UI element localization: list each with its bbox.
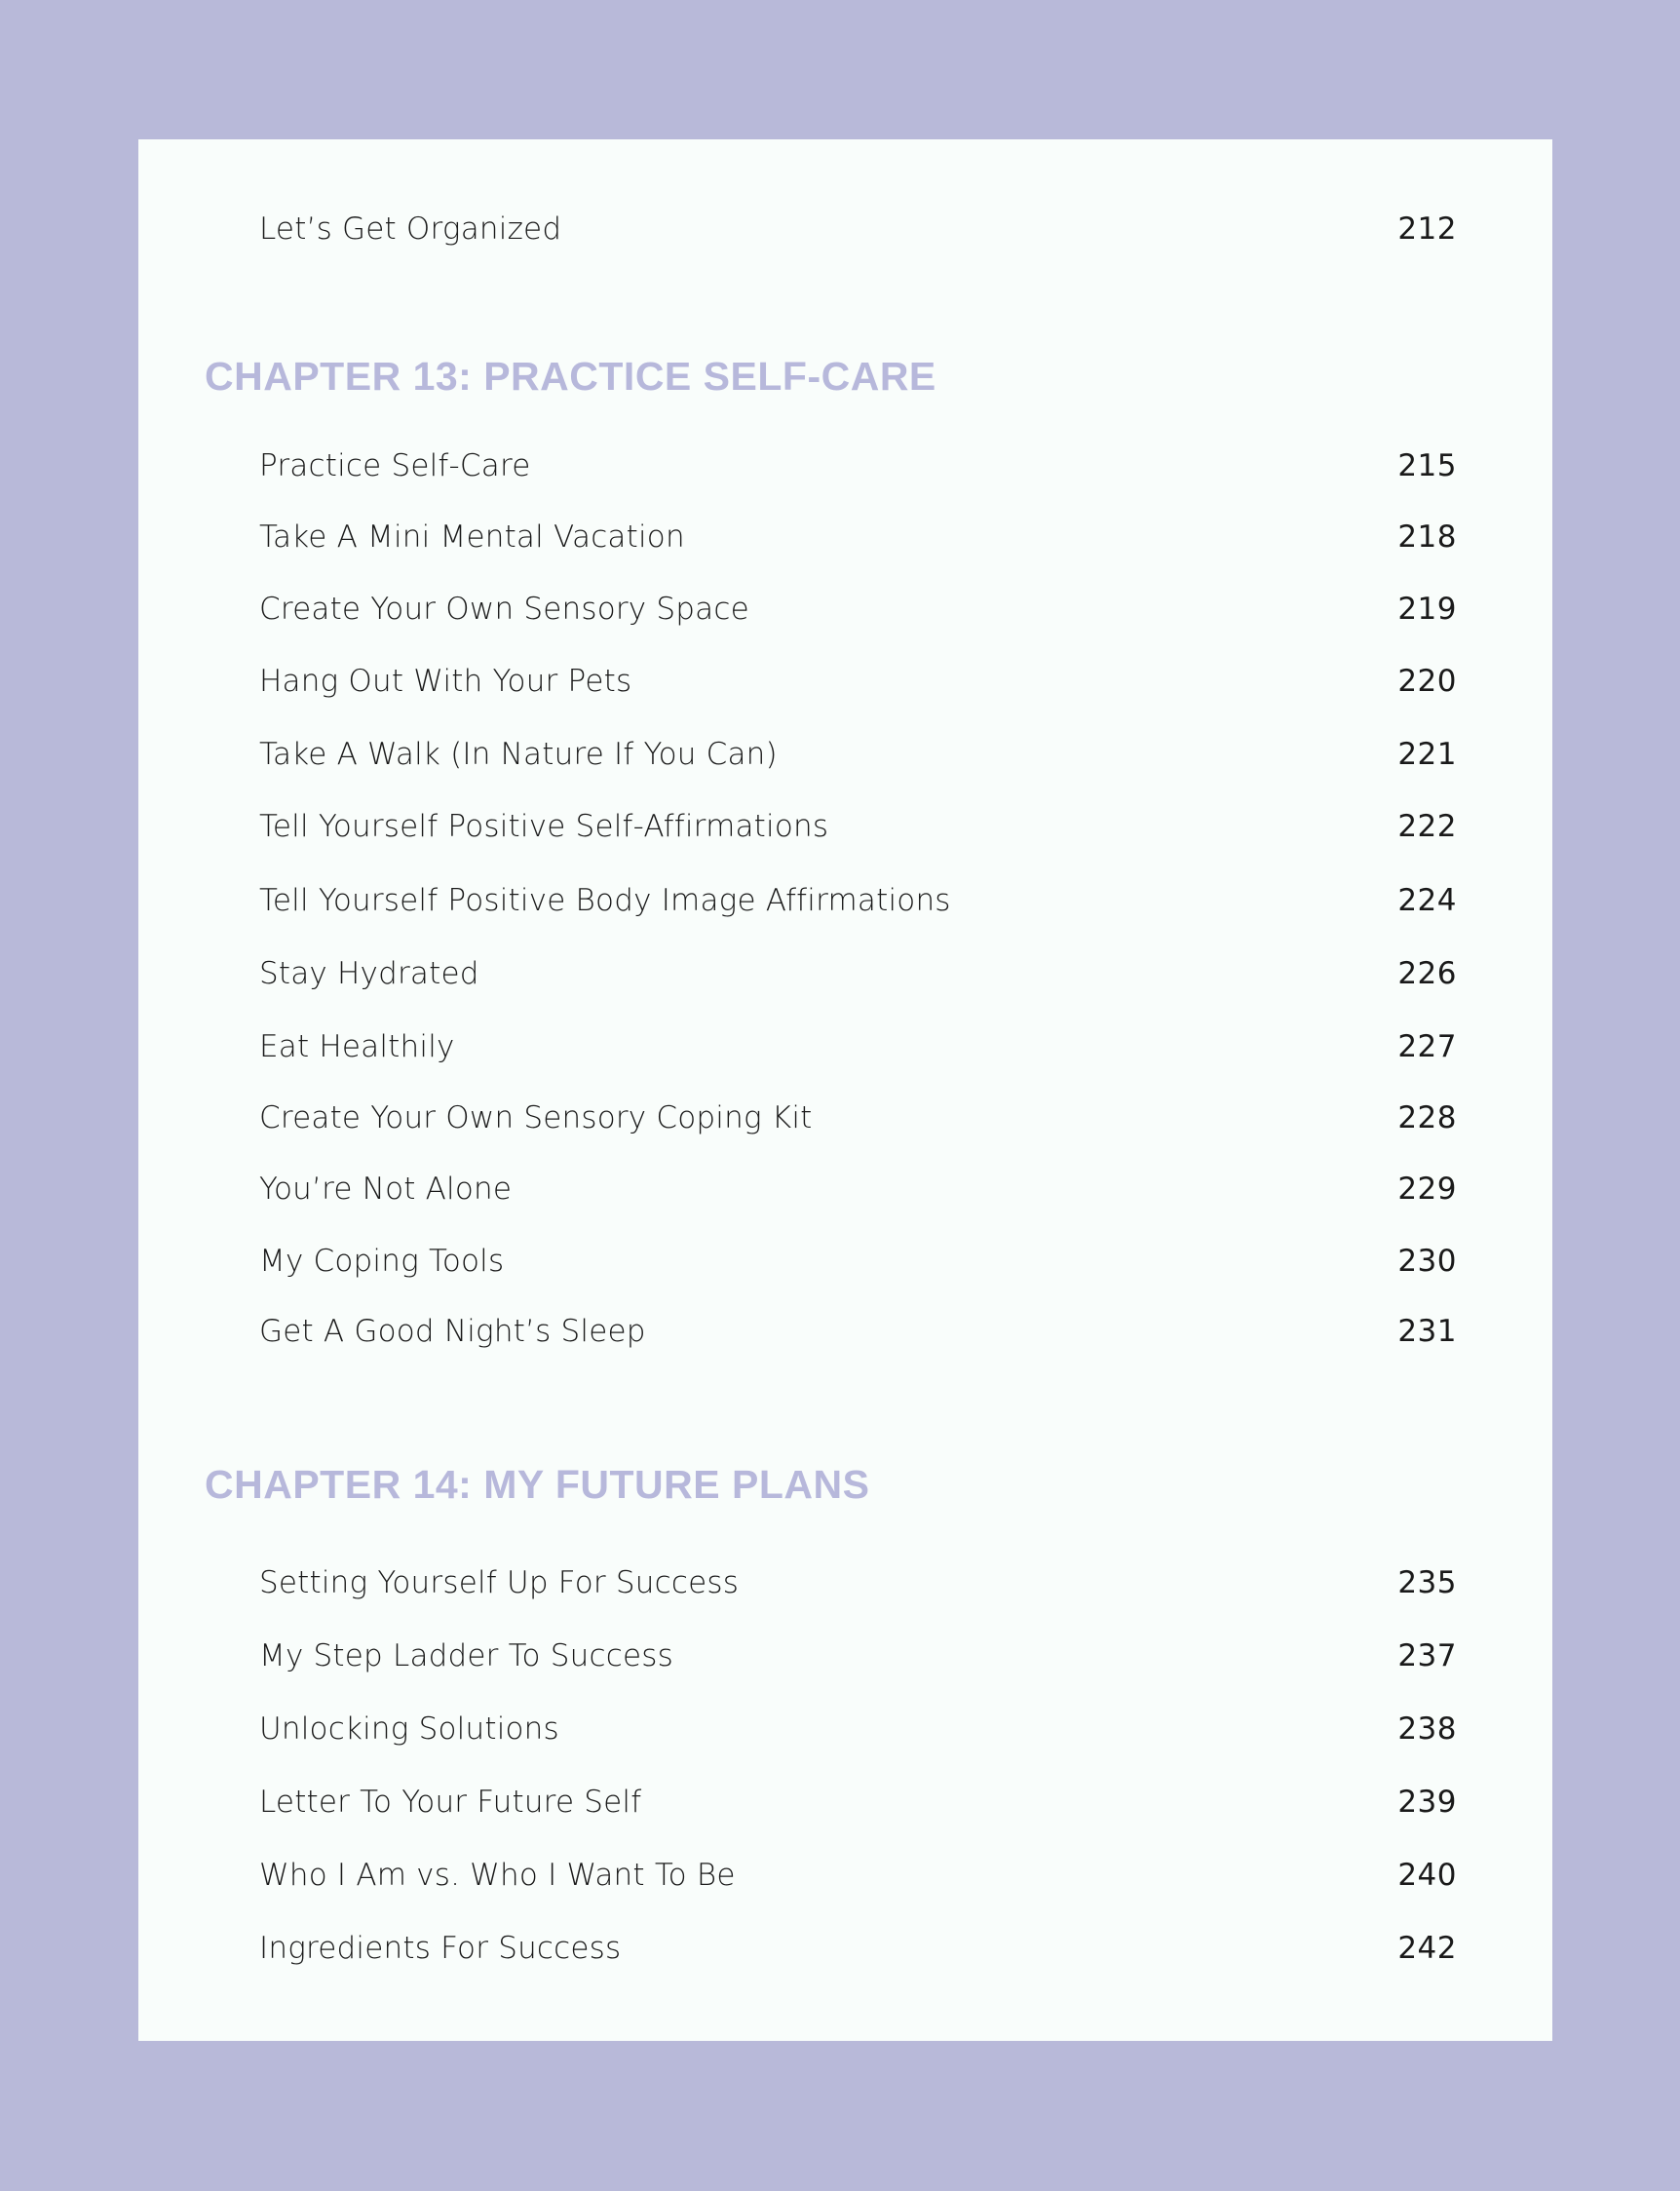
- toc-entry-title: Practice Self-Care: [259, 448, 531, 483]
- toc-entry-page: 212: [1397, 211, 1457, 247]
- toc-entry-title: Hang Out With Your Pets: [259, 664, 632, 699]
- toc-entry-title: Letter To Your Future Self: [259, 1785, 642, 1820]
- toc-entry-page: 235: [1397, 1565, 1457, 1600]
- toc-entry[interactable]: [138, 944, 1552, 1003]
- toc-entry-title: Ingredients For Success: [259, 1931, 622, 1966]
- toc-entry-title: My Coping Tools: [259, 1244, 505, 1279]
- toc-entry[interactable]: [138, 652, 1552, 711]
- toc-entry[interactable]: [138, 1773, 1552, 1831]
- toc-entry-title: Tell Yourself Positive Body Image Affirmations: [259, 883, 951, 918]
- toc-entry[interactable]: [138, 437, 1552, 495]
- toc-entry-title: Create Your Own Sensory Space: [259, 592, 749, 627]
- toc-entry[interactable]: [138, 200, 1552, 258]
- toc-entry[interactable]: [138, 1919, 1552, 1978]
- toc-entry-page: 222: [1397, 809, 1457, 844]
- toc-entry-title: Tell Yourself Positive Self-Affirmations: [259, 809, 829, 844]
- toc-entry[interactable]: [138, 1846, 1552, 1904]
- toc-entry[interactable]: [138, 1089, 1552, 1147]
- toc-entry-title: Eat Healthily: [259, 1029, 455, 1064]
- toc-entry-page: 230: [1397, 1244, 1457, 1279]
- toc-entry-title: Take A Mini Mental Vacation: [259, 519, 685, 555]
- toc-entry-page: 240: [1397, 1858, 1457, 1893]
- toc-entry-page: 242: [1397, 1931, 1457, 1966]
- toc-page: [138, 139, 1552, 2041]
- toc-entry-title: My Step Ladder To Success: [259, 1638, 673, 1673]
- toc-entry-page: 228: [1397, 1100, 1457, 1135]
- toc-entry[interactable]: [138, 508, 1552, 566]
- toc-entry-page: 218: [1397, 519, 1457, 555]
- chapter-heading: CHAPTER 14: MY FUTURE PLANS: [205, 1462, 870, 1507]
- toc-entry-title: Stay Hydrated: [259, 956, 479, 991]
- toc-entry-page: 224: [1397, 883, 1457, 918]
- toc-entry[interactable]: [138, 1700, 1552, 1758]
- toc-entry-title: Setting Yourself Up For Success: [259, 1565, 740, 1600]
- toc-entry-title: Let’s Get Organized: [259, 211, 562, 247]
- toc-entry-title: Take A Walk (In Nature If You Can): [259, 737, 778, 772]
- toc-entry-page: 220: [1397, 664, 1457, 699]
- toc-entry-page: 226: [1397, 956, 1457, 991]
- toc-entry-title: Create Your Own Sensory Coping Kit: [259, 1100, 813, 1135]
- toc-entry[interactable]: [138, 1232, 1552, 1290]
- toc-entry[interactable]: [138, 580, 1552, 638]
- toc-entry[interactable]: [138, 1554, 1552, 1612]
- toc-entry[interactable]: [138, 1160, 1552, 1218]
- toc-entry[interactable]: [138, 797, 1552, 856]
- toc-entry[interactable]: [138, 871, 1552, 930]
- toc-entry[interactable]: [138, 1302, 1552, 1361]
- toc-entry-page: 227: [1397, 1029, 1457, 1064]
- toc-entry-page: 237: [1397, 1638, 1457, 1673]
- toc-entry-page: 231: [1397, 1314, 1457, 1349]
- toc-entry-page: 215: [1397, 448, 1457, 483]
- toc-entry-page: 229: [1397, 1172, 1457, 1207]
- toc-entry-page: 238: [1397, 1711, 1457, 1747]
- toc-entry-title: Get A Good Night’s Sleep: [259, 1314, 646, 1349]
- toc-entry-page: 219: [1397, 592, 1457, 627]
- toc-entry[interactable]: [138, 725, 1552, 784]
- toc-entry-page: 221: [1397, 737, 1457, 772]
- toc-entry[interactable]: [138, 1627, 1552, 1685]
- toc-entry-title: Unlocking Solutions: [259, 1711, 559, 1747]
- toc-entry[interactable]: [138, 1018, 1552, 1076]
- chapter-heading: CHAPTER 13: PRACTICE SELF-CARE: [205, 354, 936, 399]
- toc-entry-page: 239: [1397, 1785, 1457, 1820]
- toc-entry-title: You’re Not Alone: [259, 1172, 513, 1207]
- toc-entry-title: Who I Am vs. Who I Want To Be: [259, 1858, 736, 1893]
